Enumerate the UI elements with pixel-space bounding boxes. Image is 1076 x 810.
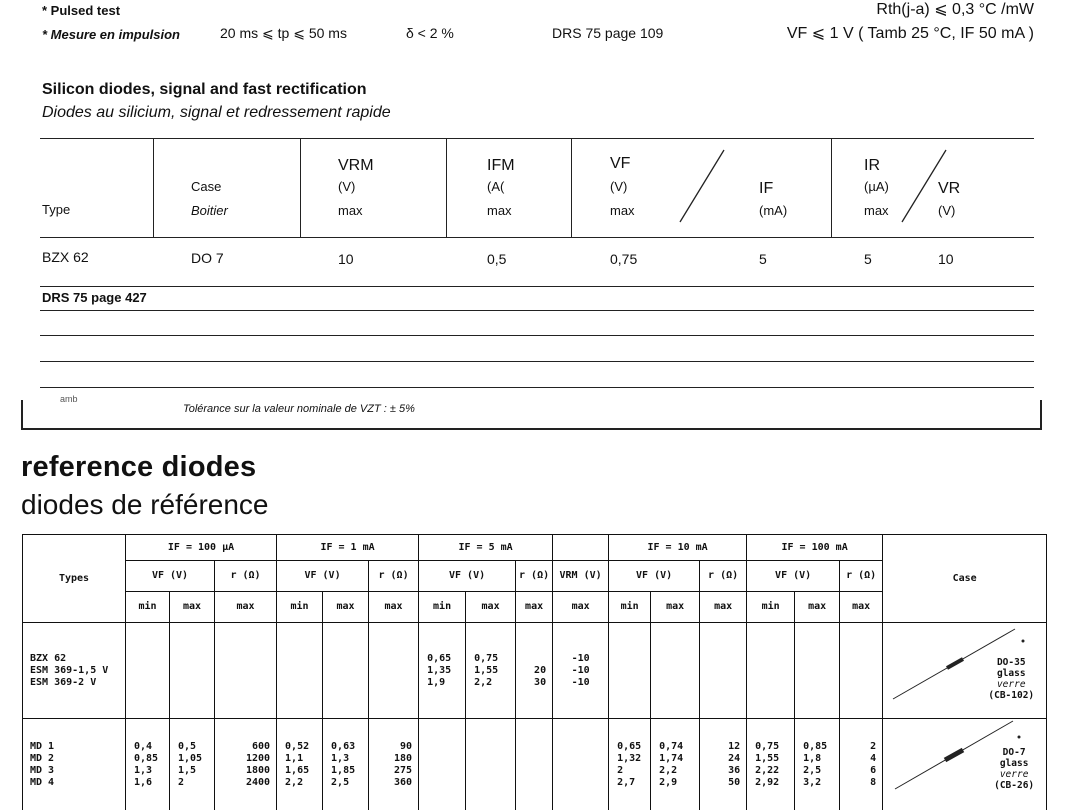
group-1ma: IF = 1 mA — [277, 535, 419, 561]
row-case: DO 7 — [191, 250, 224, 266]
row-ir: 5 — [864, 251, 872, 267]
min-label: min — [126, 592, 170, 623]
mesure-impulsion-note: * Mesure en impulsion — [42, 27, 180, 42]
row-rule — [40, 286, 1034, 287]
row1-case-code: (CB-102) — [988, 690, 1035, 701]
case-header: Case — [883, 535, 1047, 623]
table-row — [23, 623, 1047, 719]
vf-label: VF (V) — [609, 561, 700, 592]
vf-header: VF — [610, 155, 631, 172]
pulsed-test-note: * Pulsed test — [42, 3, 121, 18]
vf-label: VF (V) — [747, 561, 840, 592]
drs-page-427: DRS 75 page 427 — [42, 290, 147, 305]
vf-label: VF (V) — [126, 561, 215, 592]
silicon-section-title: Silicon diodes, signal and fast rectification — [42, 81, 367, 98]
case-header: Case — [191, 179, 222, 194]
min-label: min — [747, 592, 795, 623]
vf-label: VF (V) — [277, 561, 369, 592]
reference-title: reference diodes — [21, 451, 257, 483]
vf-label: VF (V) — [419, 561, 516, 592]
row1-5ma-max: 0,75 1,55 2,2 — [466, 623, 516, 719]
tp-condition: 20 ms ⩽ tp ⩽ 50 ms — [220, 25, 347, 41]
rth-value: Rth(j-a) ⩽ 0,3 °C /mW — [876, 1, 1034, 18]
row1-case — [883, 623, 1047, 719]
row2-case — [883, 719, 1047, 810]
row-rule — [40, 310, 1034, 311]
frame-right — [1040, 400, 1042, 429]
max-label: max — [651, 592, 700, 623]
max-label: max — [840, 592, 883, 623]
table-row — [23, 719, 1047, 810]
if-header: IF — [759, 180, 774, 197]
row-ifm: 0,5 — [487, 251, 507, 267]
row2-case-code: (CB-26) — [994, 780, 1035, 791]
min-label: min — [277, 592, 323, 623]
group-header-row — [23, 535, 1047, 561]
vr-header: VR — [938, 180, 961, 197]
delta-condition: δ < 2 % — [406, 25, 454, 41]
if-unit: (mA) — [759, 203, 788, 218]
row-type: BZX 62 — [42, 249, 89, 265]
silicon-section-subtitle: Diodes au silicium, signal et redressement rapide — [42, 104, 391, 121]
row-if: 5 — [759, 251, 767, 267]
type-header: Type — [42, 202, 71, 217]
row1-case-verre: verre — [996, 679, 1026, 690]
row-rule — [40, 387, 1034, 388]
diode-body — [945, 750, 963, 760]
vrm-unit: (V) — [338, 179, 356, 194]
row-vrm: 10 — [338, 251, 354, 267]
row1-5ma-min: 0,65 1,35 1,9 — [419, 623, 466, 719]
header-slashes — [0, 0, 1076, 240]
row1-vrm: -10 -10 -10 — [553, 623, 609, 719]
ifm-max: max — [487, 203, 512, 218]
row2-100ma-min: 0,75 1,55 2,22 2,92 — [747, 719, 795, 810]
ifm-header: IFM — [487, 157, 515, 174]
max-label: max — [700, 592, 747, 623]
row2-1ma-min: 0,52 1,1 1,65 2,2 — [277, 719, 323, 810]
group-100ua: IF = 100 µA — [126, 535, 277, 561]
row2-100ma-r: 2 4 6 8 — [840, 719, 883, 810]
row1-types: BZX 62 ESM 369-1,5 V ESM 369-2 V — [23, 623, 126, 719]
max-label: max — [170, 592, 215, 623]
frame-bottom — [21, 428, 1042, 430]
max-label: max — [466, 592, 516, 623]
row-rule — [40, 335, 1034, 336]
row2-1ma-r: 90 180 275 360 — [369, 719, 419, 810]
vf-unit: (V) — [610, 179, 628, 194]
ir-header: IR — [864, 157, 880, 174]
group-100ma: IF = 100 mA — [747, 535, 883, 561]
min-label: min — [609, 592, 651, 623]
r-label: r (Ω) — [369, 561, 419, 592]
r-label: r (Ω) — [516, 561, 553, 592]
row2-100ua-min: 0,4 0,85 1,3 1,6 — [126, 719, 170, 810]
row-rule — [40, 361, 1034, 362]
max-label: max — [323, 592, 369, 623]
row2-10ma-r: 12 24 36 50 — [700, 719, 747, 810]
row1-case-text — [988, 657, 1034, 701]
boitier-header: Boitier — [191, 203, 228, 218]
max-label: max — [215, 592, 277, 623]
vr-unit: (V) — [938, 203, 956, 218]
types-header: Types — [23, 535, 126, 623]
row2-case-text — [994, 747, 1034, 791]
row-vr: 10 — [938, 251, 954, 267]
ifm-unit: (A( — [487, 179, 505, 194]
row2-100ua-max: 0,5 1,05 1,5 2 — [170, 719, 215, 810]
max-label: max — [516, 592, 553, 623]
row2-100ua-r: 600 1200 1800 2400 — [215, 719, 277, 810]
min-label: min — [419, 592, 466, 623]
tolerance-note: Tolérance sur la valeur nominale de VZT : ± 5% — [183, 403, 415, 415]
vf-max: max — [610, 203, 635, 218]
vf-condition: VF ⩽ 1 V ( Tamb 25 °C, IF 50 mA ) — [786, 25, 1034, 42]
diode-mark — [1022, 640, 1025, 643]
row2-100ma-max: 0,85 1,8 2,5 3,2 — [795, 719, 840, 810]
r-label: r (Ω) — [700, 561, 747, 592]
row1-5ma-r: 20 30 — [516, 623, 553, 719]
drs-page-109: DRS 75 page 109 — [552, 25, 664, 41]
vrm-header: VRM — [338, 157, 374, 174]
vrm-label: VRM (V) — [553, 561, 609, 592]
group-10ma: IF = 10 mA — [609, 535, 747, 561]
row2-case-label: DO-7 glass — [999, 747, 1029, 769]
reference-table — [22, 534, 1047, 810]
row2-10ma-max: 0,74 1,74 2,2 2,9 — [651, 719, 700, 810]
diode-body — [947, 659, 963, 668]
diode-mark — [1018, 736, 1021, 739]
row-vf: 0,75 — [610, 251, 638, 267]
max-label: max — [369, 592, 419, 623]
row2-1ma-max: 0,63 1,3 1,85 2,5 — [323, 719, 369, 810]
vf-if-slash — [680, 150, 724, 222]
vrm-max: max — [338, 203, 363, 218]
r-label: r (Ω) — [215, 561, 277, 592]
row2-case-verre: verre — [999, 769, 1029, 780]
reference-subtitle: diodes de référence — [21, 489, 269, 520]
row1-case-label: DO-35 glass — [996, 657, 1026, 679]
max-label: max — [795, 592, 840, 623]
partial-text: amb — [60, 394, 78, 404]
r-label: r (Ω) — [840, 561, 883, 592]
group-5ma: IF = 5 mA — [419, 535, 553, 561]
row2-10ma-min: 0,65 1,32 2 2,7 — [609, 719, 651, 810]
group-blank — [553, 535, 609, 561]
ir-unit: (µA) — [864, 179, 889, 194]
frame-left — [21, 400, 23, 429]
max-label: max — [553, 592, 609, 623]
ir-max: max — [864, 203, 889, 218]
row2-types: MD 1 MD 2 MD 3 MD 4 — [23, 719, 126, 810]
